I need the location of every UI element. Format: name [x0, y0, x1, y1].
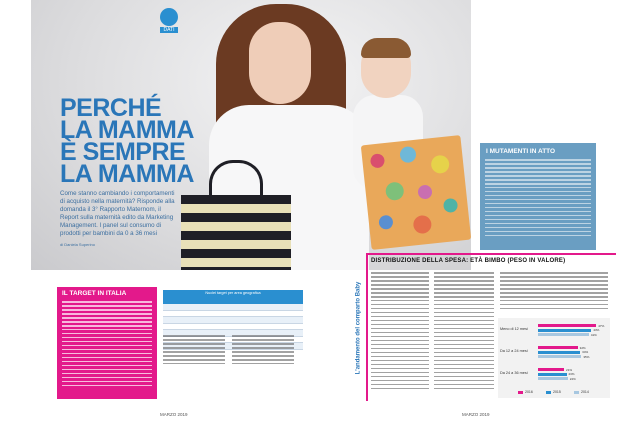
article-title — [60, 94, 194, 188]
polka-dot-bag — [361, 135, 471, 250]
chart-bar — [538, 351, 580, 354]
title-line: LA MAMMA — [60, 160, 194, 188]
chart-bar — [538, 368, 564, 371]
byline: di Daniela Superino — [60, 242, 95, 247]
folio-right: MARZO 2019 — [462, 412, 490, 417]
legend-item: 2015 — [546, 390, 561, 394]
category-label: Da 12 a 24 mesi — [500, 349, 528, 353]
title-line: È SEMPRE — [60, 138, 186, 166]
body-text — [434, 272, 494, 392]
target-box — [57, 287, 157, 399]
vertical-label: L'andamento del comparto Baby — [355, 281, 361, 375]
target-title: IL TARGET IN ITALIA — [62, 290, 127, 297]
data-label: 23% — [568, 372, 575, 376]
category-label: Da 24 a 36 mesi — [500, 371, 528, 375]
data-label: 24% — [569, 376, 576, 381]
striped-bag — [181, 195, 291, 270]
chart-bar — [538, 377, 568, 380]
data-label: 47% — [598, 323, 605, 328]
folio-left: MARZO 2019 — [160, 412, 188, 417]
title-line: PERCHÉ — [60, 94, 162, 122]
chart-bar — [538, 346, 578, 349]
legend-item: 2016 — [518, 390, 533, 394]
spesa-title: DISTRIBUZIONE DELLA SPESA: ETÀ BIMBO (PESO IN VALORE) — [371, 258, 566, 264]
body-text — [371, 272, 429, 392]
data-label: 43% — [593, 328, 600, 332]
data-label: 32% — [579, 345, 586, 350]
legend-item: 2014 — [574, 390, 589, 394]
spesa-chart — [498, 318, 610, 398]
article-subtitle: Come stanno cambiando i comportamenti di acquisto nella maternità? Risponde alla domanda il 3° Rapporto Maternom, il Report sulla maternità edito da Marketing Management. I panel sul consumo di prodotti per bambini da 0 a 36 mesi — [60, 190, 175, 237]
table-title: Nuclei target per area geografica — [163, 290, 303, 304]
chart-bar — [538, 333, 589, 336]
chart-bar — [538, 329, 591, 332]
mutamenti-title: I MUTAMENTI IN ATTO — [486, 148, 556, 155]
category-label: Meno di 12 mesi — [500, 327, 528, 331]
chart-bar — [538, 373, 567, 376]
data-label: 21% — [566, 367, 573, 372]
dati-badge-icon — [160, 8, 178, 26]
data-label: 41% — [590, 332, 597, 337]
data-label: 34% — [582, 350, 589, 354]
body-text — [232, 335, 294, 367]
chart-bar — [538, 355, 581, 358]
badge-label: DATI — [160, 27, 178, 33]
data-label: 35% — [583, 354, 590, 359]
body-text — [500, 272, 608, 312]
title-line: LA MAMMA — [60, 116, 194, 144]
mutamenti-box — [480, 143, 596, 250]
body-text — [163, 335, 225, 367]
chart-bar — [538, 324, 596, 327]
